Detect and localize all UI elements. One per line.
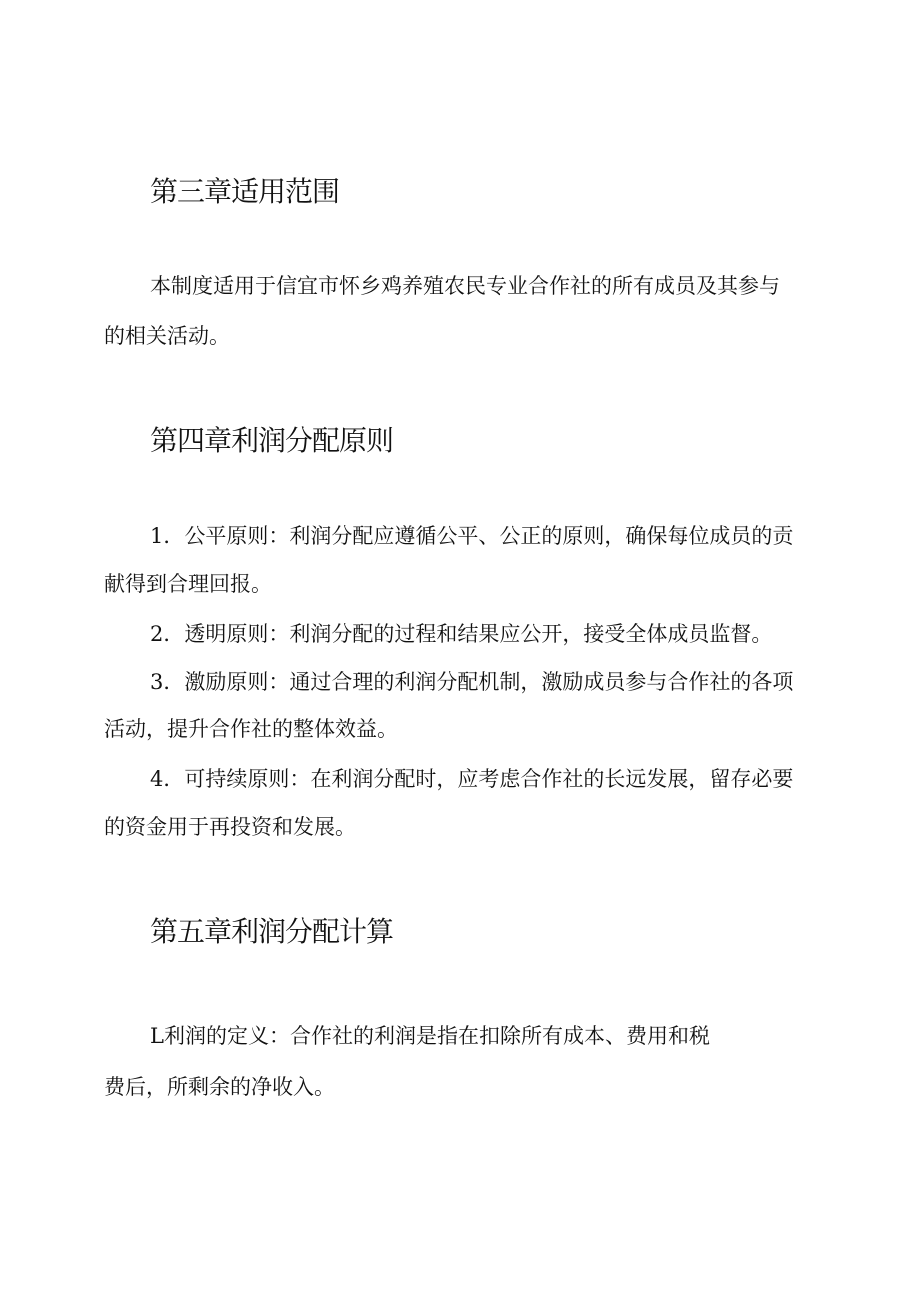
chapter-5-heading: 第五章利润分配计算 — [150, 915, 394, 948]
principle-1-line-2: 献得到合理回报。 — [104, 572, 272, 596]
chapter-3-paragraph-line-1: 本制度适用于信宜市怀乡鸡养殖农民专业合作社的所有成员及其参与 — [150, 274, 780, 298]
chapter-3-paragraph-line-2: 的相关活动。 — [104, 324, 230, 348]
principle-4-line-1: 4．可持续原则：在利润分配时，应考虑合作社的长远发展，留存必要 — [150, 767, 794, 791]
principle-3-line-1: 3．激励原则：通过合理的利润分配机制，激励成员参与合作社的各项 — [150, 670, 794, 694]
principle-1-line-1: 1．公平原则：利润分配应遵循公平、公正的原则，确保每位成员的贡 — [150, 524, 794, 548]
chapter-5-paragraph-line-2: 费后，所剩余的净收入。 — [104, 1075, 335, 1099]
chapter-4-heading: 第四章利润分配原则 — [150, 424, 394, 457]
principle-3-line-2: 活动，提升合作社的整体效益。 — [104, 717, 398, 741]
principle-4-line-2: 的资金用于再投资和发展。 — [104, 815, 356, 839]
chapter-5-paragraph-line-1: L利润的定义：合作社的利润是指在扣除所有成本、费用和税 — [150, 1024, 710, 1048]
chapter-3-heading: 第三章适用范围 — [150, 175, 340, 208]
principle-2-line-1: 2．透明原则：利润分配的过程和结果应公开，接受全体成员监督。 — [150, 622, 773, 646]
